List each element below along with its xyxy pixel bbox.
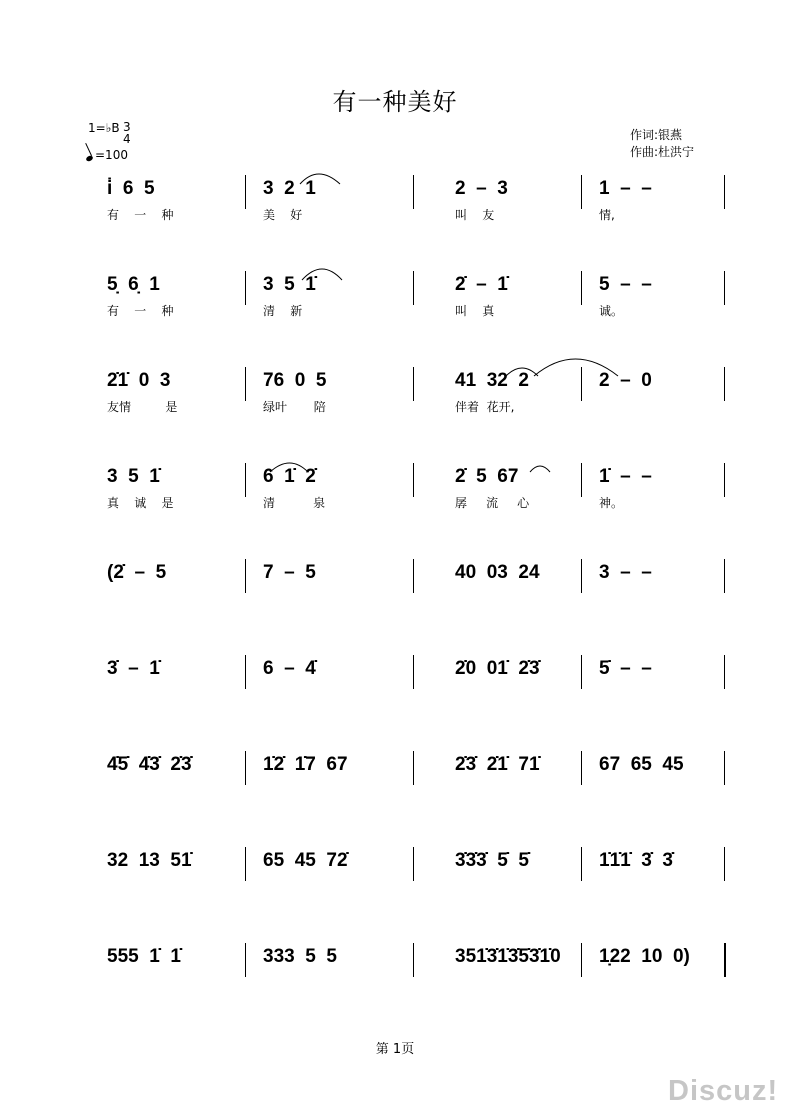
slur bbox=[270, 463, 308, 472]
measure-notes: 5 – – bbox=[599, 274, 652, 295]
measure-notes: 1̣22 10 0) bbox=[599, 946, 690, 967]
measure-notes: 3̇3̇3̇ 5̇ 5̇ bbox=[455, 850, 529, 871]
measure-notes: 1 – – bbox=[599, 178, 652, 199]
tempo-value: =100 bbox=[95, 148, 128, 162]
measure-notes: 333 5 5 bbox=[263, 946, 337, 967]
watermark: Discuz! bbox=[668, 1075, 779, 1107]
page-footer: 第 1页 bbox=[375, 1042, 415, 1057]
measure-notes: 2̇0 01̇ 2̇3̇ bbox=[455, 658, 540, 679]
measure-notes: 3 2 1 bbox=[263, 178, 316, 199]
measure-notes: 67 65 45 bbox=[599, 754, 684, 775]
flat-icon: ♭ bbox=[105, 121, 112, 135]
measure-lyrics: 清 新 bbox=[263, 304, 303, 318]
slur bbox=[302, 269, 342, 280]
measure-notes: 1̇ – – bbox=[599, 466, 652, 487]
time-top: 3 bbox=[123, 120, 131, 134]
measure-notes: 5̇ – – bbox=[599, 658, 652, 679]
composer: 作曲:杜洪宁 bbox=[630, 145, 695, 159]
time-bottom: 4 bbox=[123, 132, 131, 146]
measure-notes: 4̇5̇ 4̇3̇ 2̇3̇ bbox=[107, 754, 192, 775]
measure-lyrics: 叫 真 bbox=[455, 304, 495, 318]
measure-notes: 3 5 1̇ bbox=[107, 466, 160, 487]
measure-notes: 76 0 5 bbox=[263, 370, 327, 391]
measure-lyrics: 美 好 bbox=[263, 208, 303, 222]
key-prefix: 1= bbox=[88, 121, 106, 135]
measure-lyrics: 伴着 花开, bbox=[455, 400, 515, 414]
measure-notes: i̇ 6 5 bbox=[107, 178, 155, 199]
measure-lyrics: 真 诚 是 bbox=[107, 496, 174, 510]
slur bbox=[534, 359, 618, 376]
measure-notes: 3̇ – 1̇ bbox=[107, 658, 160, 679]
measure-lyrics: 有 一 种 bbox=[107, 208, 174, 222]
measure-notes: 32 13 51̇ bbox=[107, 850, 192, 871]
measure-notes: 40 03 24 bbox=[455, 562, 540, 583]
measure-lyrics: 诚。 bbox=[599, 304, 624, 318]
measure-lyrics: 清 泉 bbox=[263, 496, 326, 510]
measure-lyrics: 友情 是 bbox=[107, 400, 178, 414]
measure-notes: 351̇3̇1̇3̇5̇3̇1̇0 bbox=[455, 946, 561, 967]
measure-notes: 1̇1̇1̇ 3̇ 3̇ bbox=[599, 850, 673, 871]
measure-notes: 2̇3̇ 2̇1̇ 71̇ bbox=[455, 754, 540, 775]
slur bbox=[530, 466, 550, 472]
measure-notes: 2 – 0 bbox=[599, 370, 652, 391]
measure-notes: (2̇ – 5 bbox=[107, 562, 167, 583]
measure-notes: 2 – 3 bbox=[455, 178, 508, 199]
measure-notes: 555 1̇ 1̇ bbox=[107, 946, 181, 967]
measure-notes: 41 32 2 bbox=[455, 370, 529, 391]
measure-notes: 65 45 72̇ bbox=[263, 850, 348, 871]
measure-notes: 6 1̇ 2̇ bbox=[263, 466, 316, 487]
measure-lyrics: 绿叶 陪 bbox=[263, 400, 326, 414]
slur bbox=[300, 174, 340, 184]
measure-lyrics: 孱 流 心 bbox=[455, 496, 530, 510]
measure-notes: 3 5 1̇ bbox=[263, 274, 316, 295]
measure-notes: 2̇ 5 67 bbox=[455, 466, 519, 487]
measure-notes: 1̇2̇ 1̇7 67 bbox=[263, 754, 348, 775]
measure-notes: 5̣ 6̣ 1 bbox=[107, 274, 160, 295]
measure-lyrics: 叫 友 bbox=[455, 208, 495, 222]
key-note: B bbox=[111, 121, 120, 135]
measure-lyrics: 有 一 种 bbox=[107, 304, 174, 318]
measure-notes: 6 – 4̇ bbox=[263, 658, 316, 679]
lyricist: 作词:银燕 bbox=[630, 128, 683, 142]
page-title: 有一种美好 bbox=[332, 88, 458, 116]
measure-notes: 3 – – bbox=[599, 562, 652, 583]
measure-notes: 7 – 5 bbox=[263, 562, 316, 583]
measure-lyrics: 神。 bbox=[599, 496, 624, 510]
slur bbox=[506, 368, 538, 376]
measure-notes: 2̇1̇ 0 3 bbox=[107, 370, 171, 391]
measure-notes: 2̇ – 1̇ bbox=[455, 274, 508, 295]
measure-lyrics: 情, bbox=[599, 208, 615, 222]
